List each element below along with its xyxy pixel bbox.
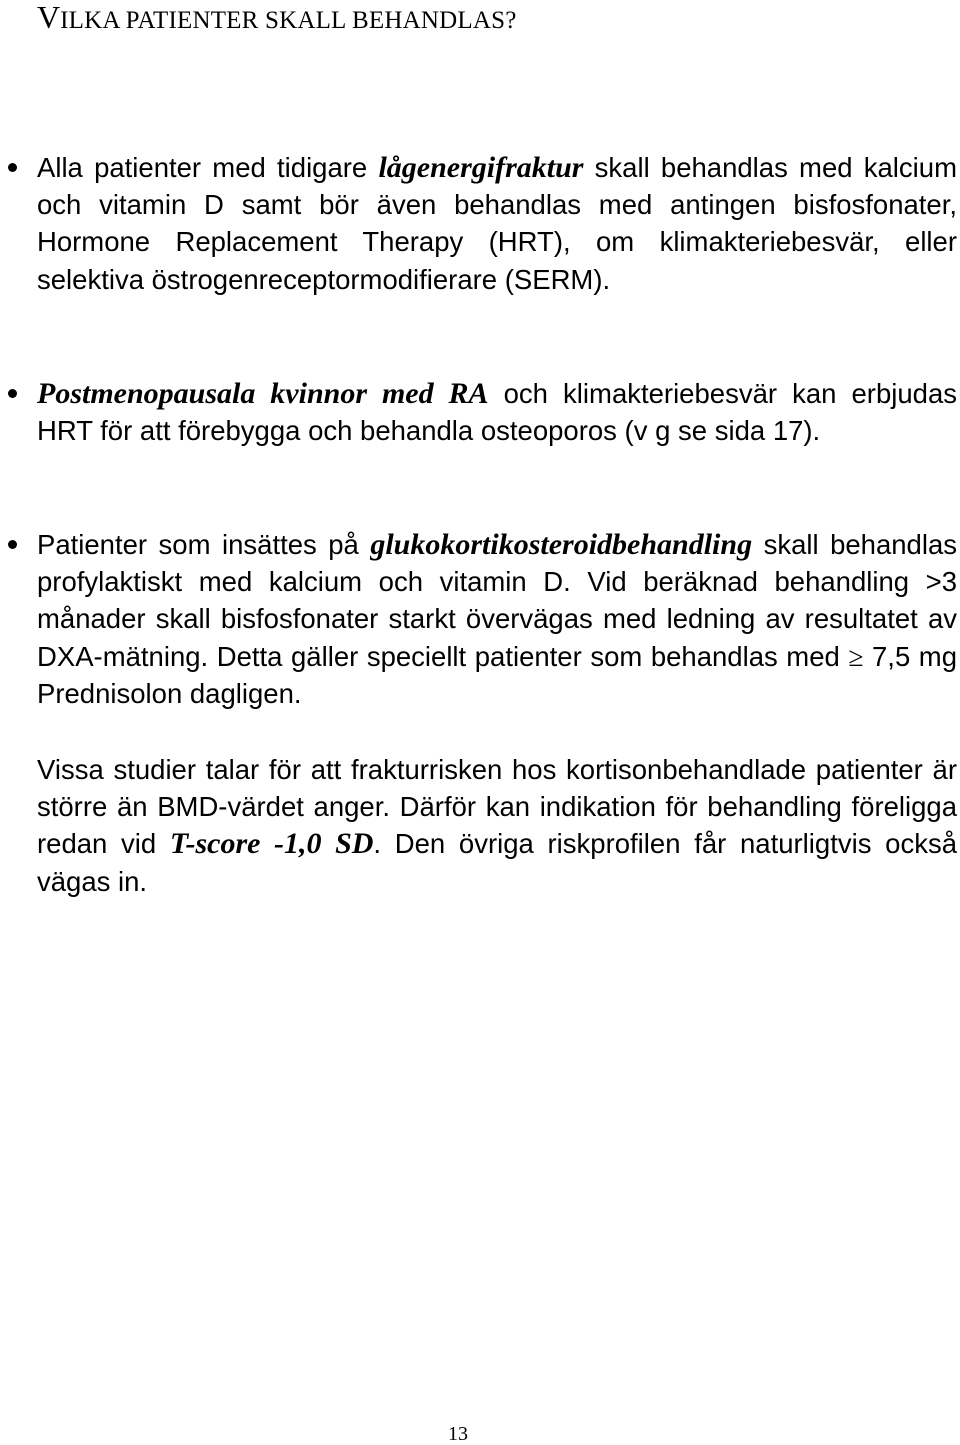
bullet-item-glucocorticoid: Patienter som insättes på glukokortikosteroidbehandling skall behandlas profylaktiskt med kalcium och vitamin D. Vid beräknad behandling >3 månader skall bisfosfonater starkt övervägas med ledning av resultatet av DXA-mätning. Detta gäller speciellt patienter som behandlas med ≥ 7,5 mg Prednisolon dagligen. <box>37 528 957 709</box>
emphasis-glukokortikosteroid: glukokortikosteroidbehandling <box>370 528 753 561</box>
heading-initial: V <box>37 0 61 35</box>
emphasis-postmenopausala: Postmenopausala kvinnor med RA <box>37 377 489 410</box>
heading-rest: ILKA PATIENTER SKALL BEHANDLAS? <box>60 7 517 34</box>
emphasis-t-score: T-score -1,0 SD <box>169 827 374 861</box>
bullet-marker-2 <box>8 389 17 398</box>
page-heading <box>37 0 517 38</box>
bullet-item-fracture: Alla patienter med tidigare lågenergifraktur skall behandlas med kalcium och vitamin D samt bör även behandlas med antingen bisfosfonater, Hormone Replacement Therapy (HRT), om klimakteriebesvär, eller selektiva östrogenreceptormodifierare (SERM). <box>37 151 957 295</box>
paragraph-studies: Vissa studier talar för att frakturrisken hos kortisonbehandlade patienter är större än BMD-värdet anger. Därför kan indikation för behandling föreligga redan vid T-score -1,0 SD. Den övriga riskprofilen får naturligtvis också vägas in. <box>37 754 957 897</box>
greater-equal-symbol: ≥ <box>848 640 864 672</box>
page-number: 13 <box>448 1423 468 1445</box>
bullet-marker-3 <box>8 540 17 549</box>
bullet-item-postmenopausal: Postmenopausala kvinnor med RA och klimakteriebesvär kan erbjudas HRT för att förebygga och behandla osteoporos (v g se sida 17). <box>37 377 958 447</box>
bullet-marker-1 <box>8 163 17 172</box>
emphasis-lagenergifraktur: lågenergifraktur <box>378 151 584 184</box>
